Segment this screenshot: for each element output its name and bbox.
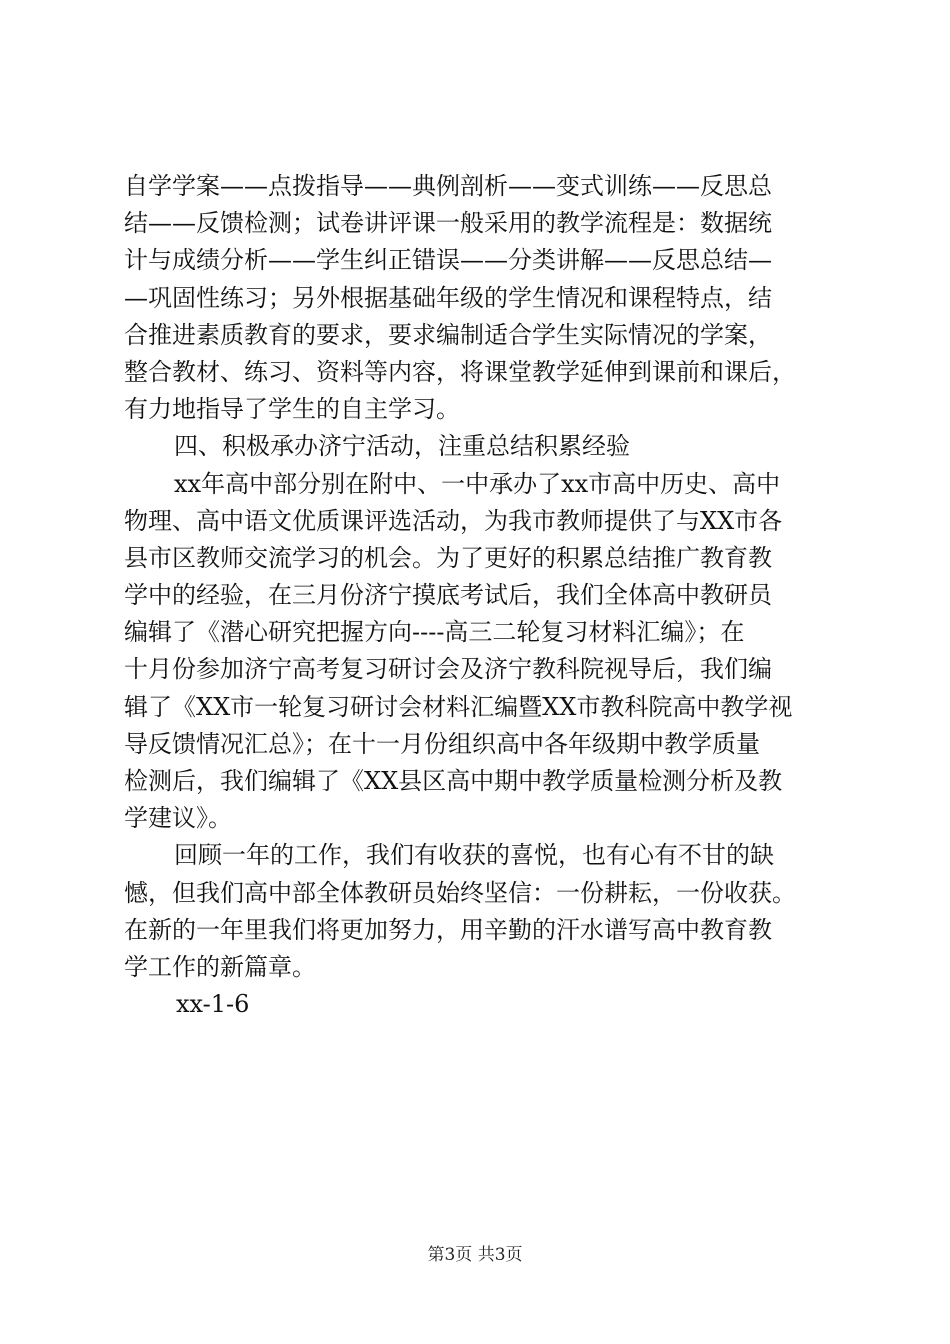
text-line: 学建议》。 bbox=[124, 804, 232, 833]
text-line: 物理、高中语文优质课评选活动，为我市教师提供了与XX市各 bbox=[124, 506, 783, 535]
document-body bbox=[124, 168, 844, 1023]
text-line: 在新的一年里我们将更加努力，用辛勤的汗水谱写高中教育教 bbox=[124, 915, 772, 944]
text-line: 辑了《XX市一轮复习研讨会材料汇编暨XX市教科院高中教学视 bbox=[124, 692, 793, 721]
text-line: 学中的经验，在三月份济宁摸底考试后，我们全体高中教研员 bbox=[124, 581, 772, 610]
text-line: 编辑了《潜心研究把握方向----高三二轮复习材料汇编》；在 bbox=[124, 618, 745, 647]
text-line: 整合教材、练习、资料等内容，将课堂教学延伸到课前和课后， bbox=[124, 357, 796, 386]
text-line: 合推进素质教育的要求，要求编制适合学生实际情况的学案， bbox=[124, 320, 772, 349]
text-line: 导反馈情况汇总》；在十一月份组织高中各年级期中教学质量 bbox=[124, 729, 760, 758]
text-line: 有力地指导了学生的自主学习。 bbox=[124, 395, 460, 424]
text-line: 结——反馈检测；试卷讲评课一般采用的教学流程是：数据统 bbox=[124, 209, 772, 238]
text-line: —巩固性练习；另外根据基础年级的学生情况和课程特点，结 bbox=[124, 283, 772, 312]
text-line: 回顾一年的工作，我们有收获的喜悦，也有心有不甘的缺 bbox=[174, 841, 774, 870]
page-footer: 第3页 共3页 bbox=[427, 1245, 523, 1265]
document-date: xx-1-6 bbox=[176, 990, 250, 1019]
text-line: 学工作的新篇章。 bbox=[124, 952, 316, 981]
text-line: 县市区教师交流学习的机会。为了更好的积累总结推广教育教 bbox=[124, 543, 772, 572]
text-line: xx年高中部分别在附中、一中承办了xx市高中历史、高中 bbox=[174, 469, 781, 498]
text-line: 自学学案——点拨指导——典例剖析——变式训练——反思总 bbox=[124, 172, 772, 200]
text-line: 检测后，我们编辑了《XX县区高中期中教学质量检测分析及教 bbox=[124, 767, 783, 795]
text-line: 憾，但我们高中部全体教研员始终坚信：一份耕耘，一份收获。 bbox=[124, 878, 796, 907]
text-line: 十月份参加济宁高考复习研讨会及济宁教科院视导后，我们编 bbox=[124, 655, 772, 684]
section-heading: 四、积极承办济宁活动，注重总结积累经验 bbox=[174, 432, 630, 461]
text-line: 计与成绩分析——学生纠正错误——分类讲解——反思总结— bbox=[124, 246, 772, 275]
